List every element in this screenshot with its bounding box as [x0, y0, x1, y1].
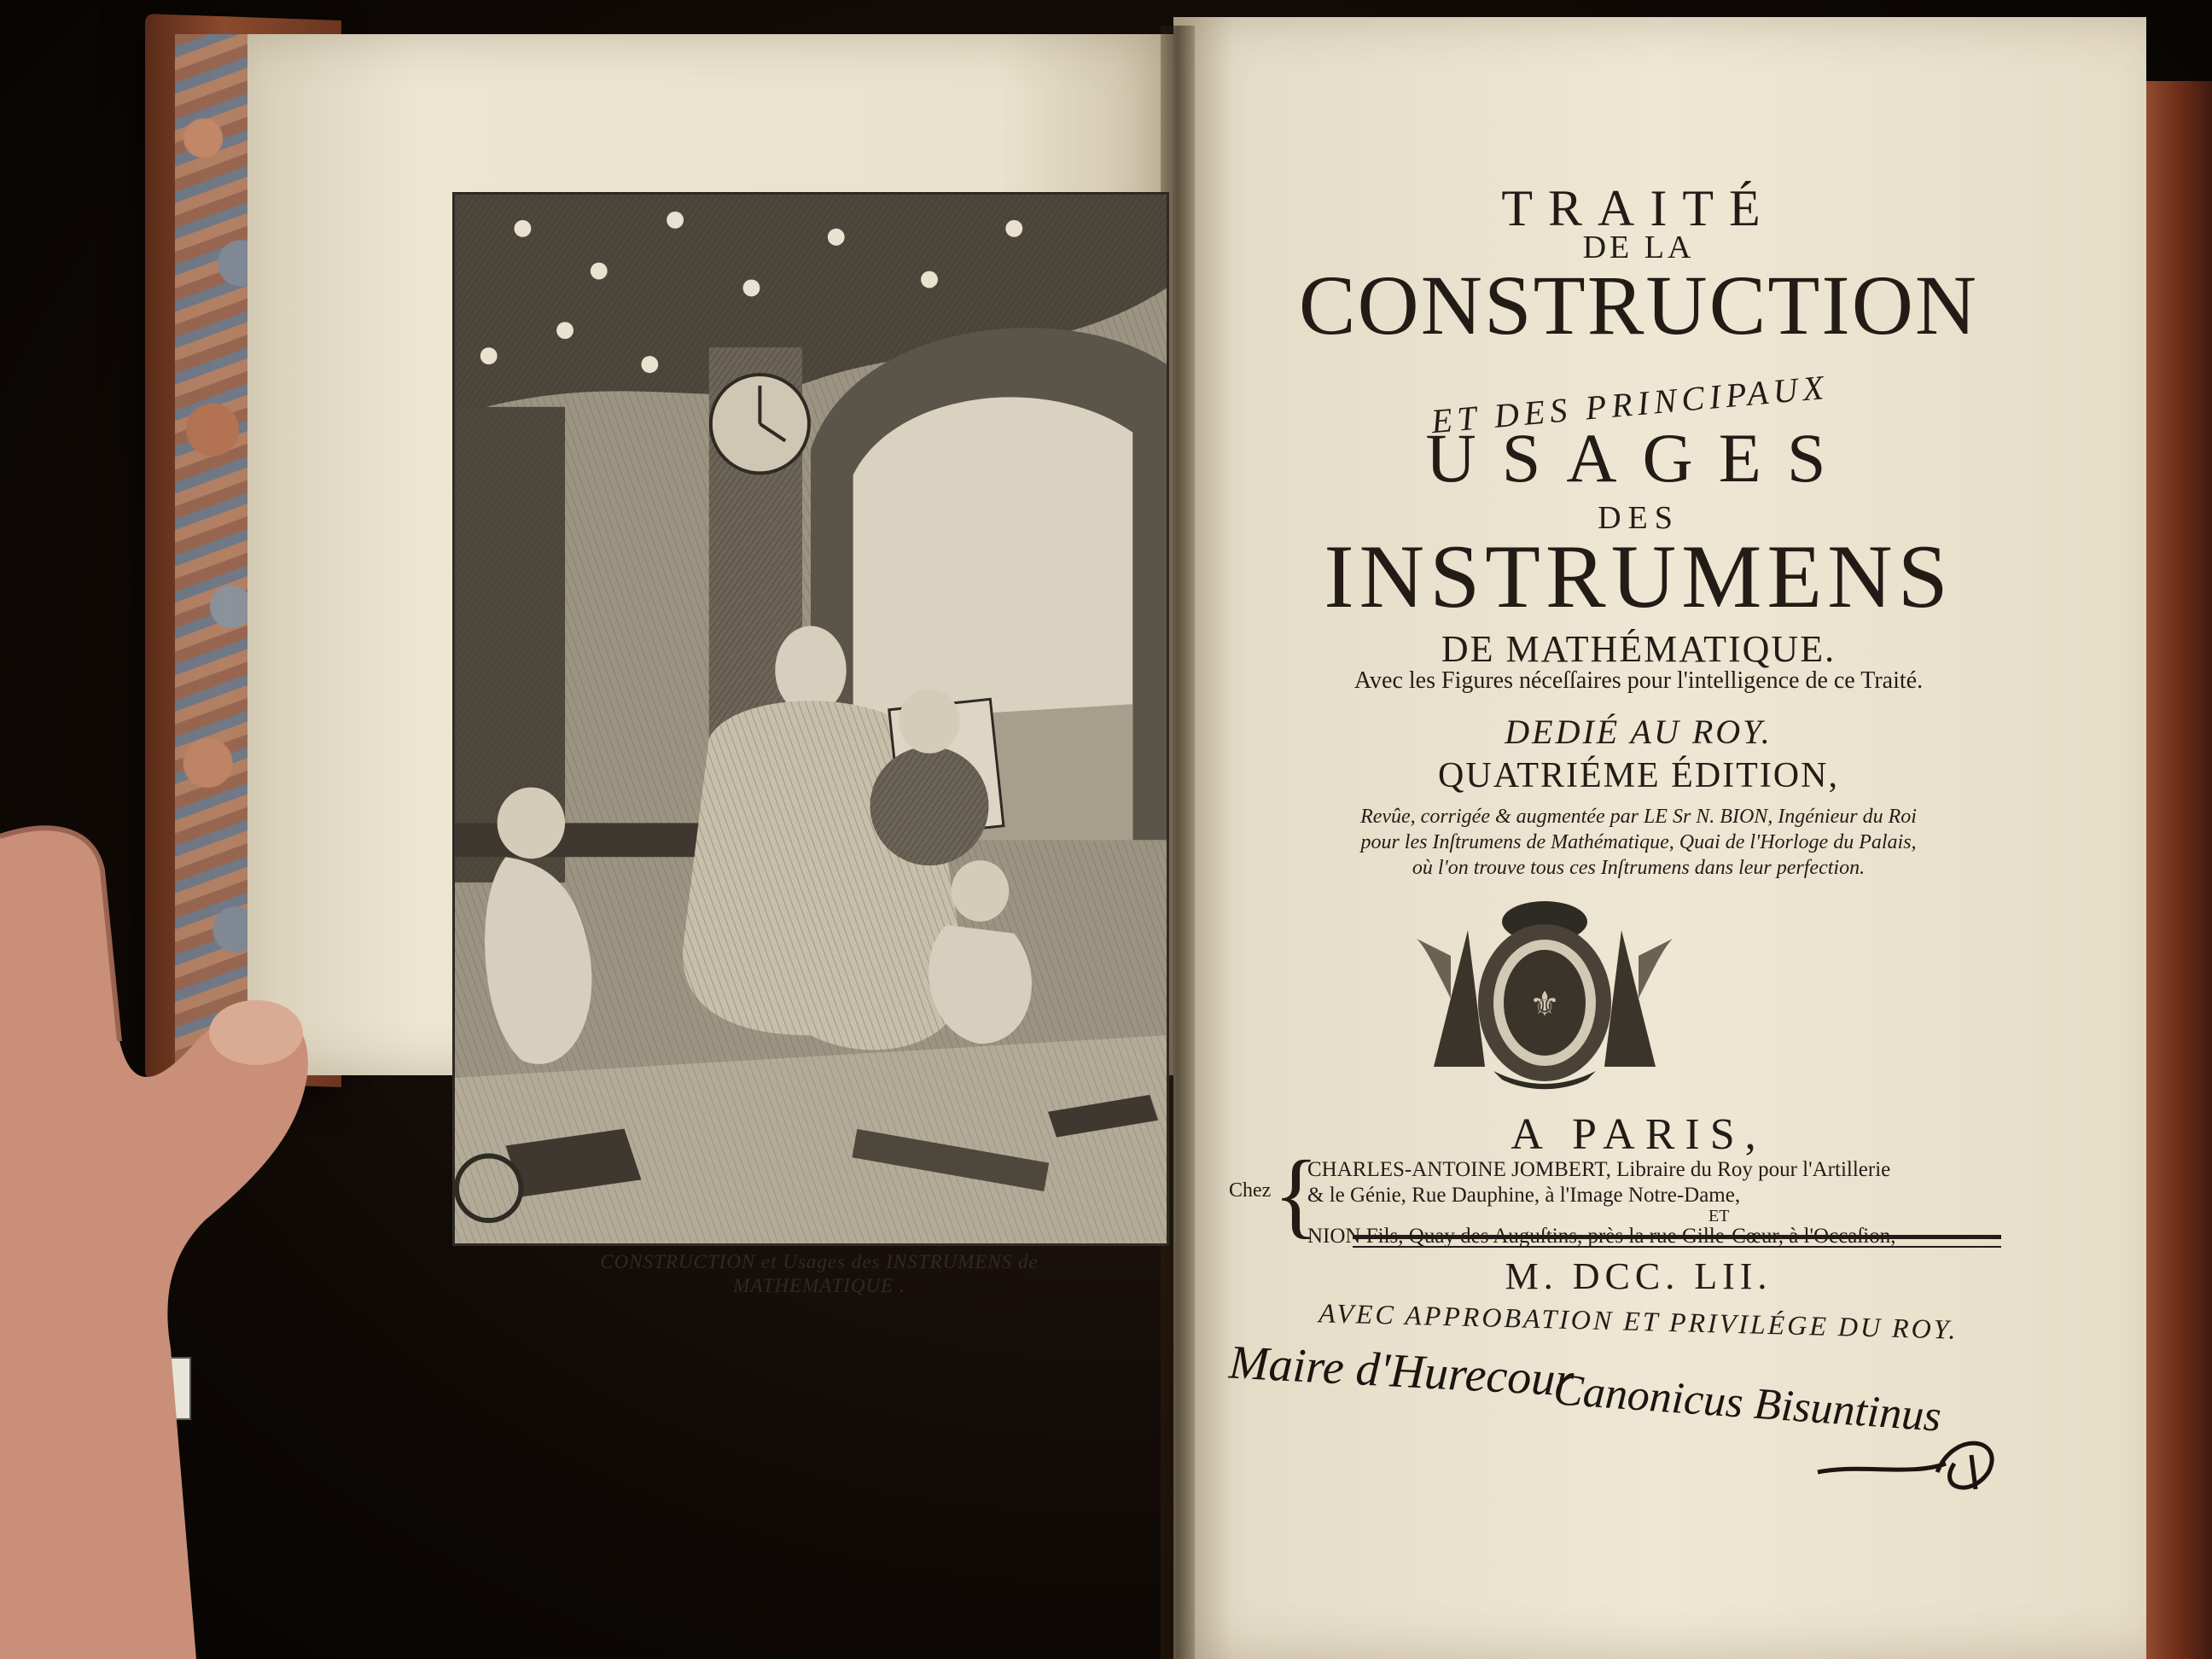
- title-de-la: DE LA: [1582, 230, 1695, 265]
- imprint-chez: Chez: [1229, 1179, 1272, 1202]
- inscription-name: Maire d'Hurecour: [1227, 1336, 1575, 1407]
- svg-text:⚜: ⚜: [1529, 985, 1560, 1024]
- revision-line-2: pour les Inſtrumens de Mathématique, Quai de l'Horloge du Palais,: [1360, 831, 1917, 853]
- imprint-et: ET: [1708, 1207, 1730, 1225]
- caption-line-2: MATHEMATIQUE .: [733, 1275, 905, 1296]
- imprint-line-3: NION Fils, Quay des Auguſtins, près la rue Gille-Cœur, à l'Occaſion,: [1307, 1225, 1896, 1248]
- title-instrumens: INSTRUMENS: [1324, 527, 1953, 626]
- royal-arms-vignette-icon: [1417, 896, 1673, 1092]
- ownership-inscription: [1212, 1318, 2023, 1523]
- title-construction: CONSTRUCTION: [1298, 258, 1979, 352]
- double-rule: [1353, 1235, 2001, 1248]
- imprint-city: A PARIS,: [1511, 1110, 1767, 1159]
- subtitle-figures: Avec les Figures néceſſaires pour l'intelligence de ce Traité.: [1353, 667, 1924, 694]
- title-usages: USAGES: [1425, 419, 1852, 497]
- publication-date: M. DCC. LII.: [1505, 1255, 1773, 1297]
- dedication: DEDIÉ AU ROY.: [1505, 713, 1773, 751]
- imprint-line-1: CHARLES-ANTOINE JOMBERT, Libraire du Roy pour l'Artillerie: [1307, 1158, 1891, 1181]
- title-traite: TRAITÉ: [1501, 180, 1776, 236]
- title-des: DES: [1598, 500, 1679, 536]
- inscription-title: Canonicus Bisuntinus: [1551, 1365, 1943, 1441]
- brace-icon: {: [1273, 1142, 1319, 1248]
- holding-hand: [0, 819, 324, 1659]
- revision-line-3: où l'on trouve tous ces Inſtrumens dans leur perfection.: [1412, 857, 1866, 879]
- imprint-line-2: & le Génie, Rue Dauphine, à l'Image Notre-Dame,: [1307, 1184, 1741, 1207]
- engraving-caption: [563, 1250, 1075, 1298]
- title-et-des-principaux: ET DES PRINCIPAUX: [1429, 367, 1831, 441]
- caption-line-1: CONSTRUCTION et Usages des INSTRUMENS de: [600, 1251, 1039, 1272]
- flourish-icon: [1809, 1412, 2014, 1515]
- edition-statement: QUATRIÉME ÉDITION,: [1438, 756, 1839, 795]
- frontispiece-engraving: [452, 192, 1169, 1246]
- title-de-mathematique: DE MATHÉMATIQUE.: [1441, 628, 1837, 670]
- approbation-line: AVEC APPROBATION ET PRIVILÉGE DU ROY.: [1318, 1297, 1959, 1345]
- revision-line-1: Revûe, corrigée & augmentée par LE Sr N. BION, Ingénieur du Roi: [1360, 806, 1917, 828]
- revision-statement: [1195, 804, 2082, 881]
